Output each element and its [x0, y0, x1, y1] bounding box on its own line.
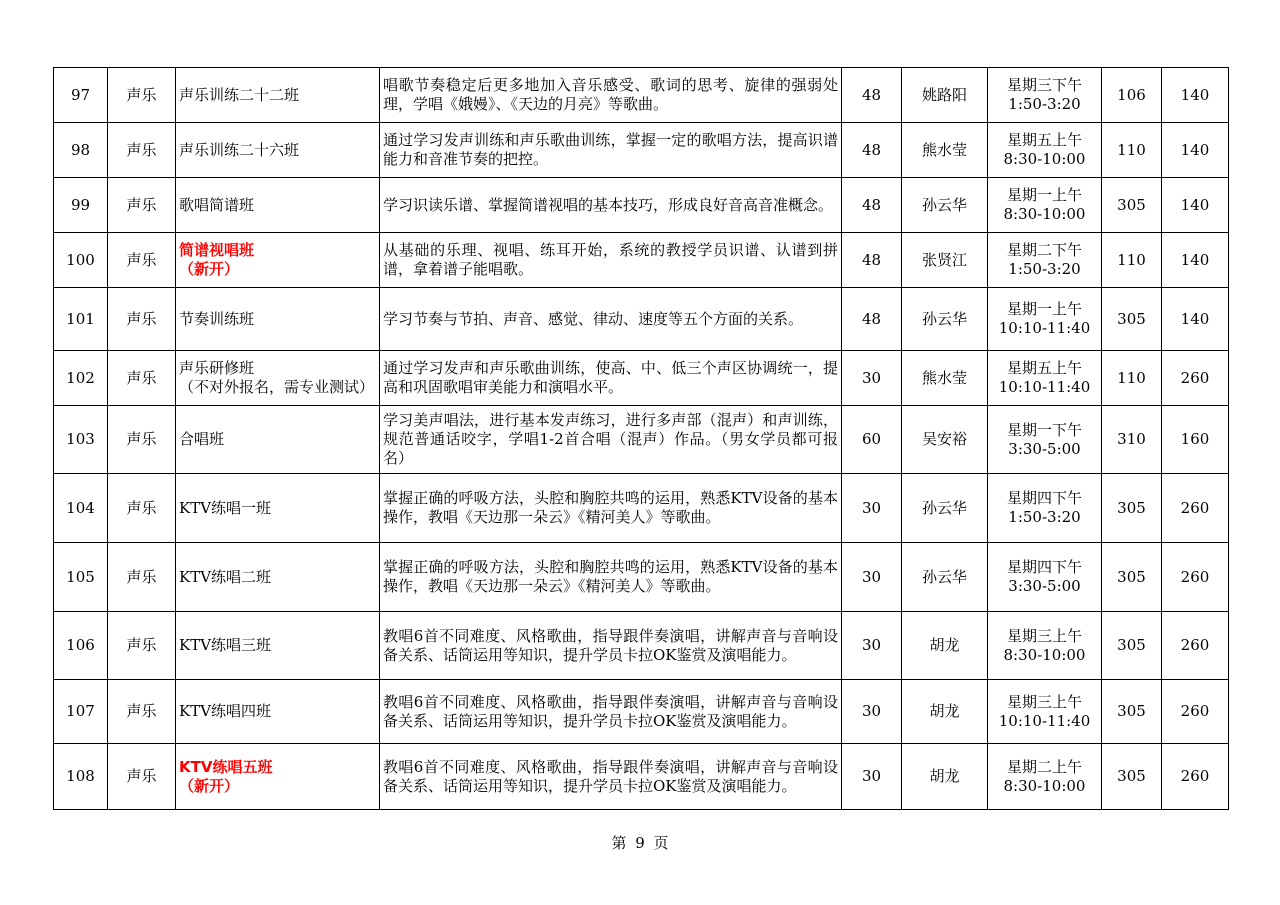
schedule-day: 星期五上午: [1006, 359, 1082, 377]
class-name-cell: [176, 406, 380, 474]
schedule-time: 1:50-3:20: [1008, 260, 1081, 278]
category-cell: 声乐: [108, 744, 176, 810]
room-cell: 110: [1102, 233, 1162, 288]
hours-cell: 30: [842, 474, 902, 543]
schedule-time: 10:10-11:40: [998, 319, 1091, 337]
class-name-note: （不对外报名，需专业测试）: [179, 378, 375, 396]
class-name-cell: [176, 543, 380, 612]
fee-cell: 260: [1162, 474, 1229, 543]
schedule-cell: [988, 233, 1102, 288]
table-row: [54, 288, 1229, 351]
class-name-wrap: [179, 568, 376, 587]
table-row: [54, 351, 1229, 406]
schedule-cell: [988, 351, 1102, 406]
description-cell: 掌握正确的呼吸方法，头腔和胸腔共鸣的运用，熟悉KTV设备的基本操作，教唱《天边那一朵云》《精河美人》等歌曲。: [380, 474, 842, 543]
schedule-day: 星期一上午: [1006, 300, 1082, 318]
table-row: [54, 233, 1229, 288]
teacher-cell: 孙云华: [902, 474, 988, 543]
teacher-cell: 姚路阳: [902, 68, 988, 123]
room-cell: 106: [1102, 68, 1162, 123]
class-name-cell: [176, 178, 380, 233]
description-cell: 学习美声唱法，进行基本发声练习，进行多声部（混声）和声训练，规范普通话咬字，学唱1-2首合唱（混声）作品。（男女学员都可报名）: [380, 406, 842, 474]
room-cell: 305: [1102, 178, 1162, 233]
category-cell: 声乐: [108, 406, 176, 474]
description-cell: 通过学习发声和声乐歌曲训练，使高、中、低三个声区协调统一，提高和巩固歌唱审美能力和演唱水平。: [380, 351, 842, 406]
description-cell: 教唱6首不同难度、风格歌曲，指导跟伴奏演唱，讲解声音与音响设备关系、话筒运用等知识，提升学员卡拉OK鉴赏及演唱能力。: [380, 744, 842, 810]
teacher-cell: 胡龙: [902, 680, 988, 744]
teacher-cell: 胡龙: [902, 612, 988, 680]
row-number: 98: [54, 123, 108, 178]
class-name: 合唱班: [179, 430, 225, 448]
class-name-cell: [176, 351, 380, 406]
room-cell: 310: [1102, 406, 1162, 474]
category-cell: 声乐: [108, 68, 176, 123]
row-number: 106: [54, 612, 108, 680]
room-cell: 110: [1102, 123, 1162, 178]
class-name-wrap: [179, 141, 376, 160]
row-number: 103: [54, 406, 108, 474]
row-number: 99: [54, 178, 108, 233]
room-cell: 305: [1102, 288, 1162, 351]
category-cell: 声乐: [108, 474, 176, 543]
description-cell: 教唱6首不同难度、风格歌曲，指导跟伴奏演唱，讲解声音与音响设备关系、话筒运用等知识，提升学员卡拉OK鉴赏及演唱能力。: [380, 680, 842, 744]
schedule-cell: [988, 68, 1102, 123]
hours-cell: 48: [842, 68, 902, 123]
category-cell: 声乐: [108, 288, 176, 351]
fee-cell: 160: [1162, 406, 1229, 474]
teacher-cell: 胡龙: [902, 744, 988, 810]
hours-cell: 48: [842, 178, 902, 233]
class-name: KTV练唱三班: [179, 636, 272, 654]
category-cell: 声乐: [108, 680, 176, 744]
description-cell: 掌握正确的呼吸方法，头腔和胸腔共鸣的运用，熟悉KTV设备的基本操作，教唱《天边那一朵云》《精河美人》等歌曲。: [380, 543, 842, 612]
hours-cell: 30: [842, 543, 902, 612]
table-row: [54, 123, 1229, 178]
room-cell: 305: [1102, 474, 1162, 543]
table-row: [54, 680, 1229, 744]
teacher-cell: 张贤江: [902, 233, 988, 288]
schedule-day: 星期二下午: [1006, 241, 1082, 259]
category-cell: 声乐: [108, 543, 176, 612]
class-name-wrap: [179, 86, 376, 105]
schedule-time: 1:50-3:20: [1008, 95, 1081, 113]
schedule-cell: [988, 123, 1102, 178]
category-cell: 声乐: [108, 233, 176, 288]
schedule-time: 8:30-10:00: [1003, 150, 1086, 168]
class-name: KTV练唱一班: [179, 498, 272, 517]
teacher-cell: 孙云华: [902, 178, 988, 233]
schedule-day: 星期四下午: [1006, 489, 1082, 507]
row-number: 107: [54, 680, 108, 744]
schedule-cell: [988, 406, 1102, 474]
row-number: 102: [54, 351, 108, 406]
class-name-wrap: [179, 359, 376, 397]
description-cell: 通过学习发声训练和声乐歌曲训练，掌握一定的歌唱方法，提高识谱能力和音准节奏的把控。: [380, 123, 842, 178]
class-name-wrap: [179, 310, 376, 329]
fee-cell: 140: [1162, 123, 1229, 178]
schedule-time: 10:10-11:40: [998, 711, 1091, 730]
table-row: [54, 744, 1229, 810]
teacher-cell: 熊水莹: [902, 123, 988, 178]
schedule-cell: [988, 543, 1102, 612]
class-name-wrap: [179, 758, 376, 796]
table-row: [54, 406, 1229, 474]
teacher-cell: 熊水莹: [902, 351, 988, 406]
page-number: 第 9 页: [611, 834, 669, 852]
hours-cell: 48: [842, 288, 902, 351]
room-cell: 110: [1102, 351, 1162, 406]
class-name-cell: [176, 612, 380, 680]
schedule-day: 星期一上午: [1006, 186, 1082, 204]
teacher-cell: 孙云华: [902, 288, 988, 351]
hours-cell: 30: [842, 744, 902, 810]
class-name: KTV练唱五班: [179, 757, 273, 776]
schedule-day: 星期一下午: [1006, 420, 1082, 439]
schedule-day: 星期三上午: [1006, 626, 1082, 645]
class-name: KTV练唱四班: [179, 702, 272, 720]
row-number: 104: [54, 474, 108, 543]
hours-cell: 48: [842, 123, 902, 178]
schedule-day: 星期五上午: [1006, 131, 1082, 149]
fee-cell: 140: [1162, 178, 1229, 233]
class-name-wrap: [179, 241, 376, 279]
new-class-badge: （新开）: [179, 776, 240, 795]
table-row: [54, 543, 1229, 612]
class-name-cell: [176, 288, 380, 351]
schedule-time: 1:50-3:20: [1008, 508, 1081, 526]
teacher-cell: 孙云华: [902, 543, 988, 612]
description-cell: 学习识读乐谱、掌握简谱视唱的基本技巧，形成良好音高音准概念。: [380, 178, 842, 233]
description-cell: 唱歌节奏稳定后更多地加入音乐感受、歌词的思考、旋律的强弱处理，学唱《娥嫚》、《天边的月亮》等歌曲。: [380, 68, 842, 123]
class-name: KTV练唱二班: [179, 567, 272, 586]
row-number: 100: [54, 233, 108, 288]
class-name-wrap: [179, 196, 376, 215]
class-name: 节奏训练班: [179, 309, 255, 328]
row-number: 97: [54, 68, 108, 123]
room-cell: 305: [1102, 612, 1162, 680]
class-name-wrap: [179, 499, 376, 518]
teacher-cell: 吴安裕: [902, 406, 988, 474]
class-name: 声乐训练二十六班: [179, 140, 300, 159]
category-cell: 声乐: [108, 612, 176, 680]
schedule-day: 星期三下午: [1006, 76, 1082, 94]
schedule-cell: [988, 680, 1102, 744]
class-name-cell: [176, 680, 380, 744]
table-row: [54, 474, 1229, 543]
category-cell: 声乐: [108, 178, 176, 233]
schedule-cell: [988, 744, 1102, 810]
hours-cell: 30: [842, 612, 902, 680]
row-number: 101: [54, 288, 108, 351]
fee-cell: 260: [1162, 543, 1229, 612]
class-name-cell: [176, 123, 380, 178]
schedule-cell: [988, 612, 1102, 680]
category-cell: 声乐: [108, 351, 176, 406]
schedule-time: 8:30-10:00: [1003, 776, 1086, 795]
class-name: 声乐训练二十二班: [179, 85, 300, 104]
hours-cell: 30: [842, 680, 902, 744]
class-name-cell: [176, 474, 380, 543]
schedule-time: 8:30-10:00: [1003, 645, 1086, 664]
schedule-time: 3:30-5:00: [1008, 577, 1081, 595]
fee-cell: 260: [1162, 351, 1229, 406]
schedule-time: 8:30-10:00: [1003, 205, 1086, 223]
fee-cell: 260: [1162, 744, 1229, 810]
fee-cell: 140: [1162, 288, 1229, 351]
schedule-day: 星期三上午: [1006, 692, 1082, 711]
class-name-wrap: [179, 636, 376, 655]
schedule-cell: [988, 288, 1102, 351]
class-name-cell: [176, 68, 380, 123]
schedule-day: 星期二上午: [1006, 757, 1082, 776]
schedule-time: 10:10-11:40: [998, 378, 1091, 396]
category-cell: 声乐: [108, 123, 176, 178]
fee-cell: 260: [1162, 680, 1229, 744]
class-name: 简谱视唱班: [179, 241, 255, 259]
table-row: [54, 612, 1229, 680]
schedule-cell: [988, 474, 1102, 543]
course-table: [53, 67, 1229, 810]
room-cell: 305: [1102, 543, 1162, 612]
fee-cell: 140: [1162, 68, 1229, 123]
hours-cell: 48: [842, 233, 902, 288]
class-name-cell: [176, 744, 380, 810]
room-cell: 305: [1102, 744, 1162, 810]
hours-cell: 60: [842, 406, 902, 474]
schedule-day: 星期四下午: [1006, 558, 1082, 576]
description-cell: 从基础的乐理、视唱、练耳开始，系统的教授学员识谱、认谱到拼谱，拿着谱子能唱歌。: [380, 233, 842, 288]
schedule-time: 3:30-5:00: [1008, 439, 1081, 458]
description-cell: 教唱6首不同难度、风格歌曲，指导跟伴奏演唱，讲解声音与音响设备关系、话筒运用等知识，提升学员卡拉OK鉴赏及演唱能力。: [380, 612, 842, 680]
schedule-cell: [988, 178, 1102, 233]
new-class-badge: （新开）: [179, 260, 240, 278]
hours-cell: 30: [842, 351, 902, 406]
room-cell: 305: [1102, 680, 1162, 744]
description-cell: 学习节奏与节拍、声音、感觉、律动、速度等五个方面的关系。: [380, 288, 842, 351]
row-number: 105: [54, 543, 108, 612]
class-name-wrap: [179, 430, 376, 449]
table-row: [54, 68, 1229, 123]
fee-cell: 260: [1162, 612, 1229, 680]
table-row: [54, 178, 1229, 233]
fee-cell: 140: [1162, 233, 1229, 288]
table-body: [54, 68, 1229, 810]
class-name-wrap: [179, 702, 376, 721]
row-number: 108: [54, 744, 108, 810]
class-name: 歌唱简谱班: [179, 195, 255, 214]
class-name: 声乐研修班: [179, 359, 255, 377]
class-name-cell: [176, 233, 380, 288]
